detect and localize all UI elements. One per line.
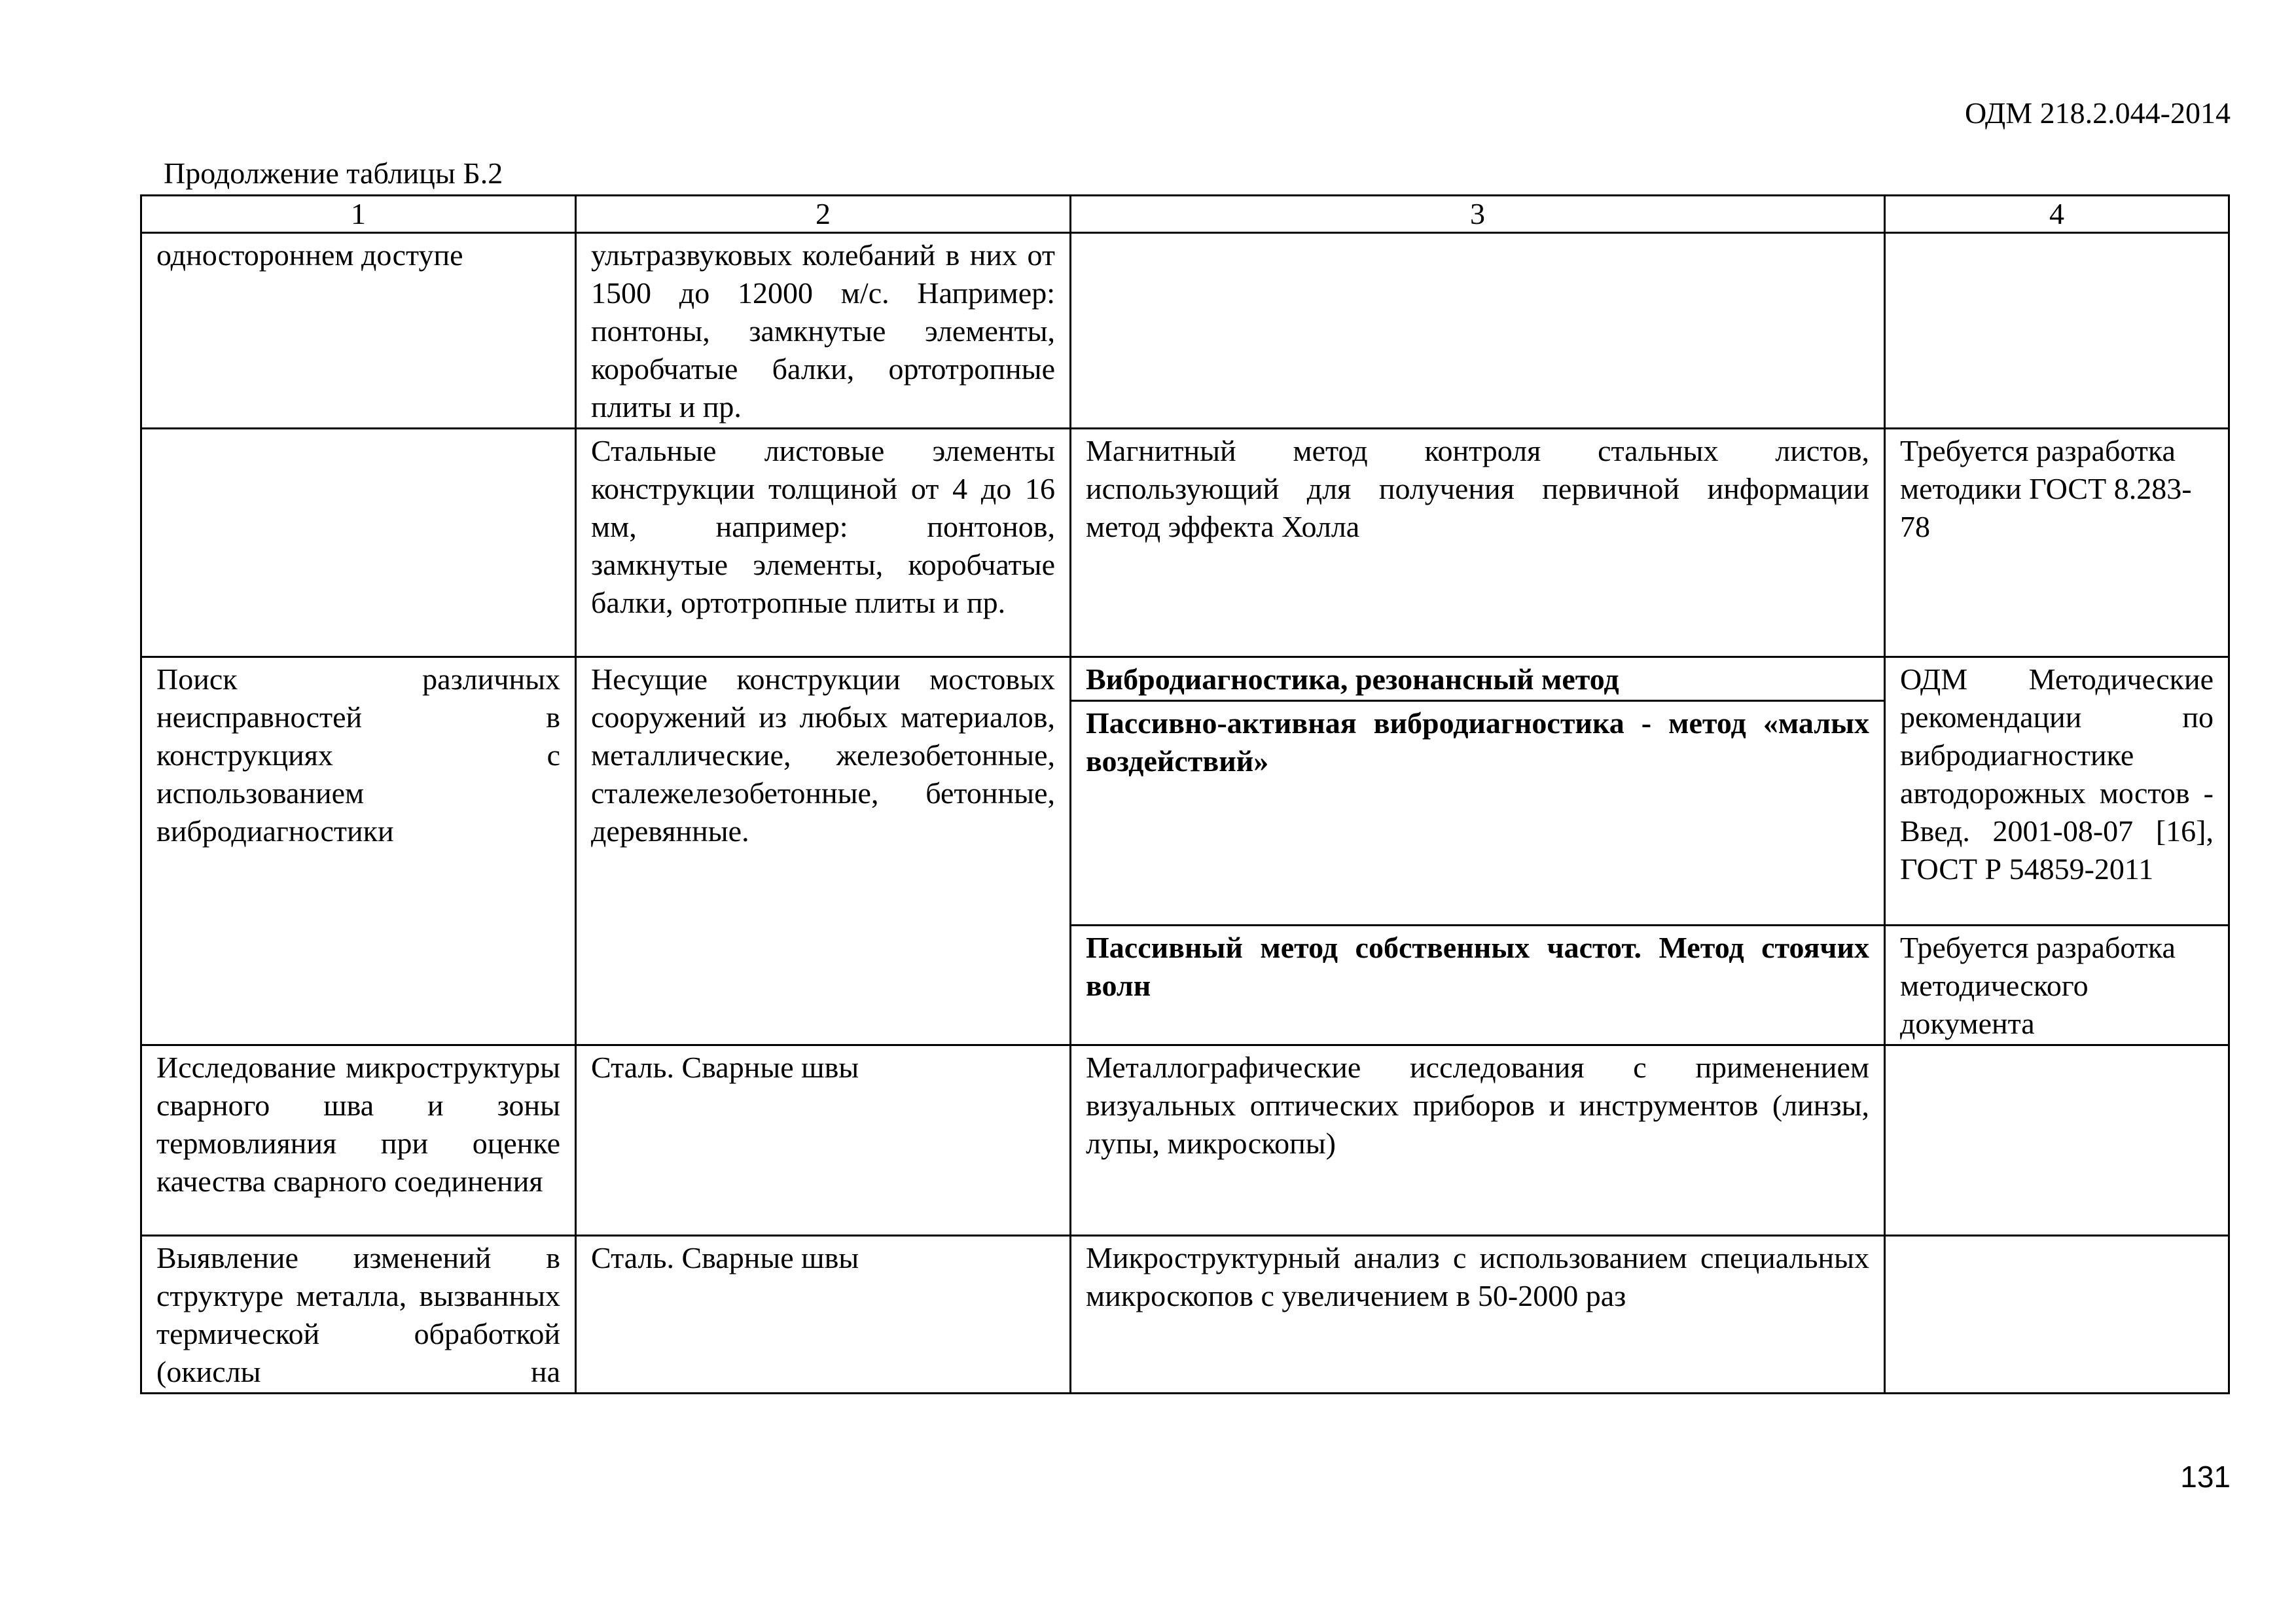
table-row bbox=[141, 233, 2229, 429]
cell-method: Микроструктурный анализ с использованием специальных микроскопов с увеличением в 50-2000 раз bbox=[1071, 1236, 1885, 1394]
cell-task-empty bbox=[141, 429, 576, 657]
cell-object: Сталь. Сварные швы bbox=[576, 1236, 1071, 1394]
cell-task: Поиск различных неисправностей в конструкциях с использованием вибродиагностики bbox=[141, 657, 576, 1045]
cell-method: Пассивный метод собственных частот. Метод стоячих волн bbox=[1071, 926, 1885, 1045]
table-row bbox=[141, 429, 2229, 657]
cell-object: Сталь. Сварные швы bbox=[576, 1045, 1071, 1236]
cell-object: Стальные листовые элементы конструкции толщиной от 4 до 16 мм, например: понтонов, замкнутые элементы, коробчатые балки, ортотропные плиты и пр. bbox=[576, 429, 1071, 657]
cell-task: Исследование микроструктуры сварного шва и зоны термовлияния при оценке качества сварного соединения bbox=[141, 1045, 576, 1236]
cell-task: одностороннем доступе bbox=[141, 233, 576, 429]
cell-object: ультразвуковых колебаний в них от 1500 до 12000 м/с. Например: понтоны, замкнутые элементы, коробчатые балки, ортотропные плиты и пр. bbox=[576, 233, 1071, 429]
table-header-row bbox=[141, 196, 2229, 233]
table-row bbox=[141, 1045, 2229, 1236]
table-row bbox=[141, 657, 2229, 926]
table-row bbox=[141, 1236, 2229, 1394]
cell-task: Выявление изменений в структуре металла, вызванных термической обработкой (окислы на bbox=[141, 1236, 576, 1394]
cell-document bbox=[1885, 1045, 2229, 1236]
table-caption: Продолжение таблицы Б.2 bbox=[164, 156, 503, 190]
cell-method bbox=[1071, 233, 1885, 429]
cell-document: Требуется разработка методики ГОСТ 8.283-78 bbox=[1885, 429, 2229, 657]
cell-object: Несущие конструкции мостовых сооружений из любых материалов, металлические, железобетонные, сталежелезобетонные, бетонные, деревянные. bbox=[576, 657, 1071, 1045]
cell-method: Магнитный метод контроля стальных листов, использующий для получения первичной информации метод эффекта Холла bbox=[1071, 429, 1885, 657]
column-header-3: 3 bbox=[1071, 196, 1885, 233]
cell-document: Требуется разработка методического документа bbox=[1885, 926, 2229, 1045]
column-header-2: 2 bbox=[576, 196, 1071, 233]
data-table bbox=[140, 194, 2230, 1394]
column-header-1: 1 bbox=[141, 196, 576, 233]
cell-document bbox=[1885, 233, 2229, 429]
method-vibrodiagnostics-resonance: Вибродиагностика, резонансный метод bbox=[1086, 662, 1619, 696]
cell-method: Металлографические исследования с применением визуальных оптических приборов и инструментов (линзы, лупы, микроскопы) bbox=[1071, 1045, 1885, 1236]
column-header-4: 4 bbox=[1885, 196, 2229, 233]
document-code: ОДМ 218.2.044-2014 bbox=[1964, 96, 2231, 130]
cell-document: ОДМ Методические рекомендации по вибродиагностике автодорожных мостов - Введ. 2001-08-07 [16], ГОСТ Р 54859-2011 bbox=[1885, 657, 2229, 926]
method-passive-active-vibrodiagnostics: Пассивно-активная вибродиагностика - метод «малых воздействий» bbox=[1071, 700, 1884, 782]
page-number: 131 bbox=[2180, 1460, 2231, 1494]
cell-document bbox=[1885, 1236, 2229, 1394]
cell-method-group bbox=[1071, 657, 1885, 926]
